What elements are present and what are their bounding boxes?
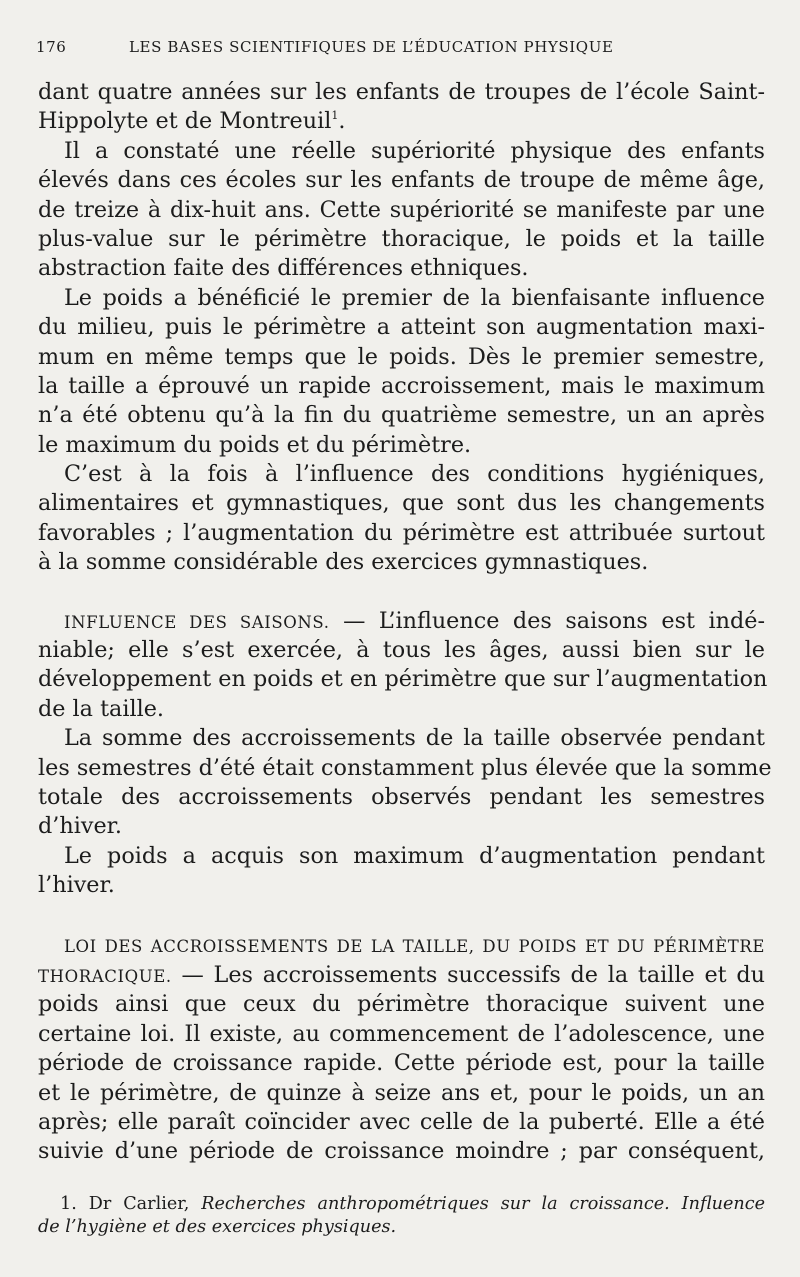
text-line: niable; elle s’est exercée, à tous les âges, aussi bien sur le xyxy=(38,637,765,664)
footnote-title: Recherches anthropométriques sur la croissance. Influence xyxy=(201,1194,766,1214)
text-line: après; elle paraît coïncider avec celle de la puberté. Elle a été xyxy=(38,1108,765,1135)
text-line: développement en poids et en périmètre que sur l’augmentation xyxy=(38,666,768,693)
text-line: la taille a éprouvé un rapide accroissement, mais le maximum xyxy=(38,372,765,399)
paragraph-first-line: C’est à la fois à l’influence des conditions hygiéniques, xyxy=(64,461,765,488)
text-line: élevés dans ces écoles sur les enfants de troupe de même âge, xyxy=(38,167,765,194)
text-fragment: Hippolyte et de Montreuil xyxy=(38,108,332,135)
section-heading: THORACIQUE. xyxy=(38,966,172,986)
footnote-line xyxy=(38,1193,765,1216)
footnote-title: de l’hygiène et des exercices physiques. xyxy=(38,1217,397,1237)
footnote-reference: 1 xyxy=(331,109,339,123)
text-line xyxy=(38,107,765,136)
text-fragment: L’influence des saisons est indé- xyxy=(378,607,765,634)
footnote-line xyxy=(38,1216,765,1239)
footnote-number: 1. xyxy=(60,1194,77,1214)
text-line: le maximum du poids et du périmètre. xyxy=(38,431,472,458)
text-line: d’hiver. xyxy=(38,813,122,840)
section-heading: INFLUENCE DES SAISONS. xyxy=(64,612,330,632)
text-line: alimentaires et gymnastiques, que sont dus les changements xyxy=(38,490,765,517)
punctuation: . xyxy=(338,108,346,135)
text-line: certaine loi. Il existe, au commencement de l’adolescence, une xyxy=(38,1020,765,1047)
em-dash: — xyxy=(171,961,214,988)
text-line: de treize à dix-huit ans. Cette supériorité se manifeste par une xyxy=(38,196,765,223)
text-line: dant quatre années sur les enfants de troupes de l’école Saint- xyxy=(38,79,765,105)
text-line: mum en même temps que le poids. Dès le premier semestre, xyxy=(38,343,765,370)
text-line: totale des accroissements observés pendant les semestres xyxy=(38,783,765,810)
text-line: à la somme considérable des exercices gymnastiques. xyxy=(38,549,649,576)
footnote-author: Dr Carlier, xyxy=(88,1194,190,1214)
text-line: et le périmètre, de quinze à seize ans et, pour le poids, un an xyxy=(38,1079,765,1106)
text-line: poids ainsi que ceux du périmètre thoracique suivent une xyxy=(38,991,765,1018)
text-line: suivie d’une période de croissance moindre ; par conséquent, xyxy=(38,1138,765,1165)
paragraph-first-line: Le poids a acquis son maximum d’augmentation pendant xyxy=(64,842,765,869)
text-line: du milieu, puis le périmètre a atteint son augmentation maxi- xyxy=(38,314,765,341)
text-line: période de croissance rapide. Cette période est, pour la taille xyxy=(38,1050,765,1077)
text-line: l’hiver. xyxy=(38,872,115,899)
page-number: 176 xyxy=(36,38,67,56)
text-line: abstraction faite des différences ethniques. xyxy=(38,255,529,282)
section-heading: LOI DES ACCROISSEMENTS DE LA TAILLE, DU POIDS ET DU PÉRIMÈTRE xyxy=(64,936,765,956)
paragraph-first-line: Il a constaté une réelle supériorité physique des enfants xyxy=(64,137,765,164)
section-first-line xyxy=(38,607,765,636)
footnote xyxy=(38,1193,765,1239)
text-line: de la taille. xyxy=(38,695,164,722)
text-line: favorables ; l’augmentation du périmètre est attribuée surtout xyxy=(38,519,765,546)
text-fragment: Les accroissements successifs de la taille et du xyxy=(213,961,765,988)
paragraph-first-line: La somme des accroissements de la taille observée pendant xyxy=(64,725,765,752)
text-line: plus-value sur le périmètre thoracique, le poids et la taille xyxy=(38,225,765,252)
body-text xyxy=(38,78,772,1167)
running-title: LES BASES SCIENTIFIQUES DE L’ÉDUCATION PHYSIQUE xyxy=(129,38,614,56)
section-heading-continuation xyxy=(38,961,765,990)
text-line: les semestres d’été était constamment plus élevée que la somme xyxy=(38,754,772,781)
em-dash: — xyxy=(329,607,379,634)
paragraph-first-line: Le poids a bénéficié le premier de la bienfaisante influence xyxy=(64,284,765,311)
text-line: n’a été obtenu qu’à la fin du quatrième semestre, un an après xyxy=(38,402,765,429)
